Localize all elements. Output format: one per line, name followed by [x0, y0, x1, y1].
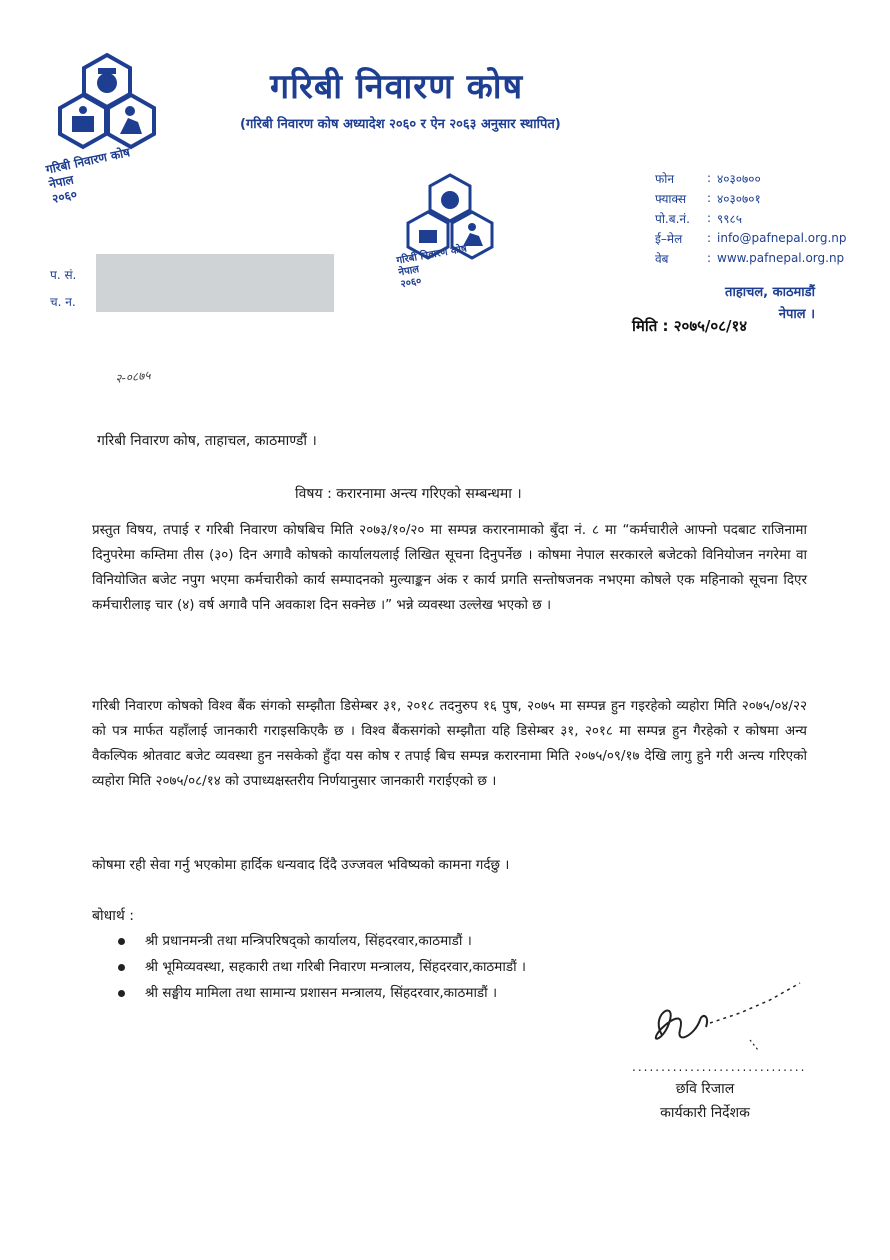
pobox-label: पो.ब.नं.: [655, 211, 690, 226]
signature-line: ..............................: [632, 1060, 807, 1074]
org-subtitle: (गरिबी निवारण कोष अध्यादेश २०६० र ऐन २०६३ अनुसार स्थापित): [240, 117, 561, 132]
subject-line: विषय : करारनामा अन्त्य गरिएको सम्बन्धमा ।: [295, 486, 522, 502]
contact-phone: [655, 168, 870, 188]
list-item: [118, 954, 526, 980]
email-label: ई–मेल: [655, 231, 683, 246]
addressee: गरिबी निवारण कोष, ताहाचल, काठमाण्डौं ।: [97, 433, 317, 449]
signature-icon: [640, 975, 810, 1070]
pobox-value: ९९८५: [717, 211, 742, 226]
letter-date: मिति : २०७५/०८/१४: [632, 317, 748, 335]
email-value[interactable]: info@pafnepal.org.np: [717, 231, 847, 245]
separator: :: [707, 211, 712, 225]
contact-pobox: [655, 208, 870, 228]
signer-name: छवि रिजाल: [675, 1081, 735, 1097]
signer-title: कार्यकारी निर्देशक: [660, 1105, 750, 1121]
list-item: [118, 928, 526, 954]
bullet-icon: [118, 938, 125, 945]
cc-item-text: श्री प्रधानमन्त्री तथा मन्त्रिपरिषद्को कार्यालय, सिंहदरवार,काठमाडौं ।: [145, 933, 472, 949]
signer-block: [640, 1077, 770, 1125]
separator: :: [707, 251, 712, 265]
logo-caption-center: गरिबी निवारण कोष नेपाल २०६०: [395, 243, 468, 291]
separator: :: [707, 191, 712, 205]
web-value[interactable]: www.pafnepal.org.np: [717, 251, 845, 265]
contact-fax: [655, 188, 870, 208]
org-name: गरिबी निवारण कोष: [270, 67, 524, 107]
paragraph-1: प्रस्तुत विषय, तपाई र गरिबी निवारण कोषबिच मिति २०७३/१०/२० मा सम्पन्न करारनामाको बुँदा नं. ८ मा “कर्मचारीले आफ्नो पदबाट राजिनामा दिनुपरेमा कम्तिमा तीस (३०) दिन अगावै कोषको कार्यालयलाई लिखित सूचना दिनुपर्नेछ । कोषमा नेपाल सरकारले बजेटको विनियोजन नगरेमा वा विनियोजित बजेट नपुग भएमा कर्मचारीको कार्य सम्पादनको मुल्याङ्कन अंक र कार्य प्रगति सन्तोषजनक नभएमा कोषले एक महिनाको सूचना दिएर कर्मचारीलाइ चार (४) वर्ष अगावै पनि अवकाश दिन सक्नेछ ।” भन्ने व्यवस्था उल्लेख भएको छ ।: [92, 522, 807, 613]
web-label: वेब: [655, 251, 669, 266]
handwritten-note: २-०८७५: [114, 368, 152, 386]
address-line-2: नेपाल ।: [778, 307, 815, 322]
bullet-icon: [118, 964, 125, 971]
bullet-icon: [118, 990, 125, 997]
cha-na-label: च. न.: [50, 295, 76, 309]
address-line-1: ताहाचल, काठमाडौं: [725, 285, 815, 300]
contact-email: [655, 228, 870, 248]
fax-value: ४०३०७०१: [717, 191, 761, 206]
cc-item-text: श्री सङ्घीय मामिला तथा सामान्य प्रशासन मन्त्रालय, सिंहदरवार,काठमाडौं ।: [145, 985, 498, 1001]
phone-value: ४०३०७००: [717, 171, 761, 186]
fax-label: फ्याक्स: [655, 191, 687, 206]
phone-label: फोन: [655, 171, 675, 186]
reference-labels: [50, 262, 76, 316]
logo-caption-left: गरिबी निवारण कोष नेपाल २०६०: [44, 145, 132, 207]
list-item: [118, 980, 526, 1006]
redacted-box: [96, 254, 334, 312]
cc-item-text: श्री भूमिव्यवस्था, सहकारी तथा गरिबी निवारण मन्त्रालय, सिंहदरवार,काठमाडौं ।: [145, 959, 526, 975]
cc-title: बोधार्थ :: [92, 908, 134, 924]
separator: :: [707, 231, 712, 245]
paragraph-3: कोषमा रही सेवा गर्नु भएकोमा हार्दिक धन्यवाद दिंदै उज्जवल भविष्यको कामना गर्दछु ।: [92, 857, 510, 873]
cc-list: [118, 928, 526, 1006]
contact-web: [655, 248, 870, 268]
separator: :: [707, 171, 712, 185]
contact-block: [655, 168, 870, 268]
pa-sa-label: प. सं.: [50, 268, 77, 282]
paragraph-2: गरिबी निवारण कोषको विश्व बैंक संगको सम्झौता डिसेम्बर ३१, २०१८ तदनुरुप १६ पुष, २०७५ मा सम्पन्न हुन गइरहेको व्यहोरा मिति २०७५/०४/२२ को पत्र मार्फत यहाँलाई जानकारी गराइसकिएकै छ । विश्व बैंकसगंको सम्झौता यहि डिसेम्बर ३१, २०१८ मा सम्पन्न हुन गैरहेको र कोषमा अन्य वैकल्पिक श्रोतवाट बजेट व्यवस्था हुन नसकेको हुँदा यस कोष र तपाई बिच सम्पन्न करारनामा मिति २०७५/०९/१७ देखि लागु हुने गरी अन्त्य गरिएको व्यहोरा मिति २०७५/०८/१४ को उपाध्यक्षस्तरीय निर्णयानुसार जानकारी गराईएको छ ।: [92, 698, 807, 789]
